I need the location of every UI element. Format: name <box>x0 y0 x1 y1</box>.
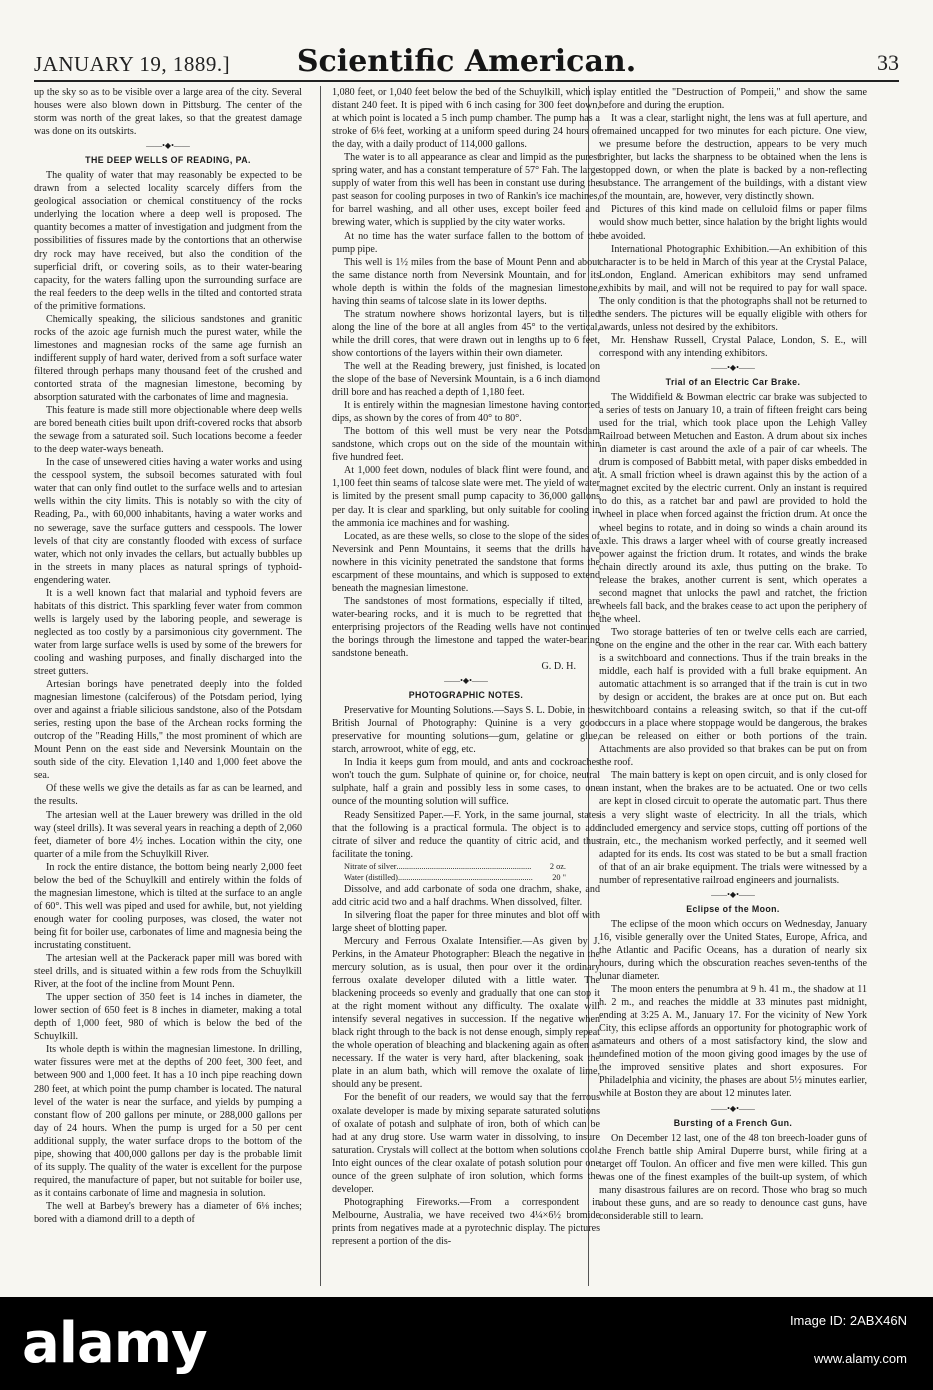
header-rule <box>34 80 899 82</box>
paragraph: Dissolve, and add carbonate of soda one drachm, shake, and add citric acid two and a half drachms. When dissolved, filter. <box>332 883 600 908</box>
paragraph: Two storage batteries of ten or twelve cells each are carried, one on the engine and the other in the rear car. With each battery is a switchboard and connections. Thus if the train breaks in the middle, each half is provided with a full brake equipment. An automatic attachment is so arranged that if the train is cut in two by design or accident, the brakes are at once put on. But each switchboard contains a releasing switch, so that if the cut-off occurs in a place where stoppage would be dangerous, the brakes can be released on either or both portions of the train. Attachments are also provided so that brakes can be put on from the roof. <box>599 626 867 769</box>
paragraph: Mercury and Ferrous Oxalate Intensifier.—As given by J. Perkins, in the Amateur Photographer: Bleach the negative in the mercury solution, as is usual, then pour over it the ordinary ferrous oxalate developer diluted with a little water. The blackening proceeds so evenly and gradually that one can stop it at the right moment without any difficulty. The oxalate will intensify several negatives in succession. If the negative when black right through to the back is not dense enough, simply repeat the whole operation of bleaching and blackening again as often as necessary. If the water is very hard, after blackening, soak the plate in an alum bath, which will remove the oxalate of lime, should any be present. <box>332 935 600 1091</box>
author-signature: G. D. H. <box>541 661 576 673</box>
paragraph: In rock the entire distance, the bottom being nearly 2,000 feet below the bed of the Schuylkill and entirely within the folds of the magnesian limestone, which is tilted at the surface to an angle of 60°. This well was piped and used for awhile, but, not yielding enough water for cooling purposes, was closed, the water not being fit for boiler use, carbonates of lime and magnesia being the incrustating constituent. <box>34 861 302 951</box>
paragraph: It is a well known fact that malarial and typhoid fevers are habitats of this district. This sparkling fever water from common wells is largely used by the laboring people, and sewerage is neglected as too costly by a parsimonious city government. The water from large surface wells is used by some of the brewers for cooling and washing purposes, and finally discharged into the street gutters. <box>34 587 302 678</box>
paragraph: up the sky so as to be visible over a large area of the city. Several houses were also blown down in Pittsburg. The center of the storm was north of the great lakes, so that the greatest damage was done on its outskirts. <box>34 87 302 138</box>
formula-ingredient: Nitrate of silver <box>344 861 397 871</box>
paragraph: The artesian well at the Lauer brewery was drilled in the old way (steel drills). It was several years in reaching a depth of 2,060 feet, diameter of bore 4½ inches. Location within the city, one quarter of a mile from the Schuylkill River. <box>34 809 302 860</box>
alamy-logo: alamy <box>22 1311 207 1376</box>
paragraph: It is entirely within the magnesian limestone having contorted dips, as shown by the cores of from 40° to 80°. <box>332 400 600 425</box>
paragraph: The stratum nowhere shows horizontal layers, but is tilted along the line of the bore at all angles from 45° to the vertical, while the drill cores, that were drawn out in lengths up to 6 feet, show contortions of the layers within their own diameter. <box>332 308 600 359</box>
paragraph: Photographing Fireworks.—From a correspondent in Melbourne, Australia, we have received two 4¼×6½ bromide prints from negatives made at a pyrotechnic display. The pictures represent a portion of the dis- <box>332 1196 600 1247</box>
masthead <box>34 44 899 80</box>
section-ornament: ——•◆•—— <box>711 1103 755 1113</box>
section-ornament: ——•◆•—— <box>711 889 755 899</box>
article-heading-electric-brake: Trial of an Electric Car Brake. <box>665 376 801 387</box>
paragraph: International Photographic Exhibition.—An exhibition of this character is to be held in March of this year at the Crystal Palace, London, England. American exhibitors may send unframed exhibits by mail, and will not be required to pay for wall space. The only condition is that the photographs shall not be returned to the senders. The pictures will be equally eligible with others for awards, unless not desired by the exhibitors. <box>599 243 867 333</box>
paragraph: This well is 1½ miles from the base of Mount Penn and about the same distance north from Neversink Mountain, and for its whole depth is within the folds of the magnesian limestone, having thin seams of talcose slate in its lower depths. <box>332 256 600 307</box>
column-divider <box>320 86 321 1286</box>
paragraph: Preservative for Mounting Solutions.—Says S. L. Dobie, in the British Journal of Photography: Quinine is a very good preservative for mounting solutions—gum, gelatine or glue, starch, arrowroot, white of egg, etc. <box>332 705 600 756</box>
site-url: www.alamy.com <box>814 1351 907 1366</box>
paragraph: 1,080 feet, or 1,040 feet below the bed of the Schuylkill, which is distant 240 feet. It is piped with 6 inch casing for 300 feet down, at which point is located a 5 inch pump chamber. The pump has a stroke of 6⅛ feet, working at a uniform speed during 24 hours of the day, with a daily product of 114,000 gallons. <box>332 87 600 151</box>
section-ornament: ——•◆•—— <box>444 676 488 686</box>
formula-row <box>344 861 600 872</box>
paragraph: Of these wells we give the details as far as can be learned, and the results. <box>34 783 302 808</box>
paragraph: play entitled the "Destruction of Pompeii," and show the same before and during the eruption. <box>599 87 867 112</box>
article-heading-eclipse: Eclipse of the Moon. <box>686 903 780 914</box>
watermark-bar <box>0 1297 933 1390</box>
column-2 <box>332 86 600 1286</box>
paragraph: At 1,000 feet down, nodules of black flint were found, and at 1,100 feet thin seams of talcose slate were met. The yield of water is limited by the present small pump capacity to 36,000 gallons per day. It is clear and sparkling, but only suitable for cooling in the ammonia ice machines and for washing. <box>332 465 600 529</box>
column-3 <box>599 86 867 1286</box>
leader-dots: ................................................................. <box>396 861 532 871</box>
paragraph: Located, as are these wells, so close to the slope of the sides of Neversink and Penn Mountains, it seems that the drills have nowhere in this vicinity penetrated the sandstone that forms the escarpment of these mountains, and which is supposed to extend beneath the magnesian limestone. <box>332 530 600 594</box>
paragraph: The bottom of this well must be very near the Potsdam sandstone, which crops out on the side of the mountain within five hundred feet. <box>332 426 600 464</box>
article-heading-photographic-notes: PHOTOGRAPHIC NOTES. <box>408 690 524 701</box>
formula-row <box>344 872 600 883</box>
paragraph: The upper section of 350 feet is 14 inches in diameter, the lower section of 650 feet is 8 inches in diameter, making a total depth of 1,000 feet, 980 of which is below the bed of the Schuylkill. <box>34 992 302 1043</box>
paragraph: The sandstones of most formations, especially if tilted, are water-bearing rocks, and it is much to be regretted that the enterprising projectors of the Reading wells have not continued the borings through the limestone and tapped the water-bearing sandstone beneath. <box>332 595 600 660</box>
paragraph: In silvering float the paper for three minutes and blot off with large sheet of blotting paper. <box>332 909 600 934</box>
image-id-label: Image ID: 2ABX46N <box>789 1313 907 1328</box>
formula-ingredient: Water (distilled) <box>344 872 398 882</box>
leader-dots: ................................................................. <box>397 872 533 882</box>
formula-quantity: 2 oz. <box>549 861 566 871</box>
paragraph: In India it keeps gum from mould, and ants and cockroaches won't touch the gum. Sulphate of quinine or, for choice, neutral sulphate, half a grain and possibly less in some cases, to one ounce of the mounting solution will suffice. <box>332 757 600 808</box>
paragraph: At no time has the water surface fallen to the bottom of the pump pipe. <box>332 230 600 255</box>
paragraph: The quality of water that may reasonably be expected to be drawn from a selected locality scarcely differs from the geological association or chemical constituency of the rocks underlying the location where a deep well is proposed. The quantity becomes a matter of investigation and judgment from the possibilities of fissures made by the contortions that an otherwise dry rock may have received, but also the condition of the superficial drift, or covering soils, as to their water-bearing capacity, for the waters falling upon the surrounding surface are the real feeders to the deep wells in the tilted and contorted strata of the primitive formations. <box>34 170 302 312</box>
paragraph: It was a clear, starlight night, the lens was at full aperture, and remained uncapped for two minutes for each picture. One view, we presume before the destruction, appears to be very much brighter, but lacks the sharpness to be obtained when the lens is stopped down, or when the plate is backed by a non-reflecting substance. The arrangement of the buildings, with a distant view of the mountain, are, however, very distinctly shown. <box>599 113 867 203</box>
article-heading-deep-wells: THE DEEP WELLS OF READING, PA. <box>85 155 251 166</box>
section-ornament: ——•◆•—— <box>711 362 755 372</box>
paragraph: The well at Barbey's brewery has a diameter of 6⅛ inches; bored with a diamond drill to a depth of <box>34 1200 302 1225</box>
paragraph: Chemically speaking, the silicious sandstones and granitic rocks of the azoic age furnish much the purest water, while the limestones and magnesian rocks of the same age furnish an indifferent supply of hard water, derived from a soft surface water filtered through perhaps many thousand feet of the crushed and contorted strata of the magnesian limestone, becoming by absorption saturated with the carbonates of lime and magnesia. <box>34 313 302 404</box>
paragraph: The eclipse of the moon which occurs on Wednesday, January 16, visible generally over the United States, Europe, Africa, and the Atlantic and Pacific Oceans, has a duration of nearly six hours, during which the obscuration reaches seven-tenths of the lunar diameter. <box>599 918 867 983</box>
paragraph: Pictures of this kind made on celluloid films or paper films would show much better, since halation by the bright lights would be avoided. <box>599 204 867 242</box>
formula-table <box>332 861 600 883</box>
paragraph: The moon enters the penumbra at 9 h. 41 m., the shadow at 11 h. 2 m., and reaches the middle at 33 minutes past midnight, ending at 3:25 A. M., January 17. For the vicinity of New York City, this eclipse affords an opportunity for photographic work of amateurs and others of a most satisfactory kind, the slow and undefined motion of the moon giving good images by the use of the improved sensitive plates and short exposures. For Philadelphia and vicinity, the phases are about 5½ minutes earlier, while at Boston they are about 12 minutes later. <box>599 984 867 1100</box>
paragraph: This feature is made still more objectionable where deep wells are bored beneath cities built upon drift-covered rocks that absorb the sewage from a saturated soil. Such locations become a feeder to the deep water-ways beneath. <box>34 405 302 456</box>
column-1 <box>34 86 302 1286</box>
publication-title: Scientific American. <box>296 44 637 79</box>
paragraph: The water is to all appearance as clear and limpid as the purest spring water, and has a constant temperature of 57° Fah. The large supply of water from this well has been in constant use during the past season for cooling purposes in two of Rankin's ice machines, for barrel washing, and all other uses, except boiler feed and brewing water, which is supplied by the city water works. <box>332 152 600 229</box>
paragraph: The Widdifield & Bowman electric car brake was subjected to a series of tests on January 10, a train of fifteen freight cars being used for the trial, which took place upon the Lehigh Valley Railroad between Metuchen and Easton. A drum about six inches in diameter is cast around the axle of a pair of car wheels. The drum is composed of Babbitt metal, with paper disks embedded in it. A small friction wheel is drawn against this by the action of a magnet excited by the electric current. Only an instant is required to do this, as a ratchet bar and pawl are provided to hold the wheel in place when forced against the friction drum. At once the wheel begins to rotate, and in doing so winds a chain around its axle. This draws a larger wheel with of course greatly increased power against the friction drum. It rotates, and winds the brake chain directly around its axle, thus putting on the brake. To release the brakes, another current is sent, which operates a second magnet that unlocks the pawl and ratchet, the friction wheels fall back, and the brakes cease to act upon the periphery of the wheel. <box>599 392 867 625</box>
issue-date: JANUARY 19, 1889.] <box>34 52 231 76</box>
paragraph: Ready Sensitized Paper.—F. York, in the same journal, states that the following is a practical formula. The object is to add citrate of silver and reduce the quantity of citric acid, and thus facilitate the toning. <box>332 809 600 860</box>
paragraph: Artesian borings have penetrated deeply into the folded magnesian limestone (calciferous) of the Potsdam period, lying over and against a friable silicious sandstone, also of the Potsdam series, resting upon the base of the Archean rocks forming the outcrop of the "Reading Hills," the most prominent of which are Mount Penn on the east side and Neversink Mountain on the south side of the city. Elevation 1,140 and 1,000 feet above the sea. <box>34 679 302 782</box>
paragraph: In the case of unsewered cities having a water works and using the cesspool system, the subsoil becomes saturated with foul water that can only find outlet to the surface wells and to artesian wells within the city limits. This is notably so with the city of Reading, Pa., with 60,000 inhabitants, having a water works and no sewerage, save the surface gutters and cesspools. The lower levels of that city are constantly flooded with excess of surface water, which not only invades the cellars, but actually bubbles up in the streets in many places as natural springs of typhoid-engendering water. <box>34 457 302 586</box>
page-number: 33 <box>877 50 899 75</box>
formula-quantity: 20 " <box>552 872 566 882</box>
paragraph: On December 12 last, one of the 48 ton breech-loader guns of the French battle ship Amiral Duperre burst, while firing at a target off Toulon. An officer and five men were killed. This gun was one of the finest examples of the built-up system, of which many disastrous failures are on record. Those who brag so much about these guns, and are so ready to denounce cast guns, have considerable still to learn. <box>599 1132 867 1222</box>
paragraph: Its whole depth is within the magnesian limestone. In drilling, water fissures were met at the depths of 200 feet, 300 feet, and between 900 and 1,000 feet. It has a 10 inch pipe reaching down 280 feet, at which point the pump chamber is located. The natural level of the water is near the surface, and yields by pumping a constant flow of 200 gallons per minute, or 288,000 gallons per day of 24 hours. When the pump is urged for a 50 per cent additional supply, the water surface drops to the bottom of the pipe, showing that 400,000 gallons per day is the probable limit of its supply. The quality of the water is excellent for the purpose required, the manufacture of paper, but not suitable for boiler use, as it contains carbonate of lime and magnesia in solution. <box>34 1044 302 1199</box>
paragraph: The well at the Reading brewery, just finished, is located on the slope of the base of Neversink Mountain, is a 6 inch diamond drill bore and has reached a depth of 1,180 feet. <box>332 360 600 399</box>
paragraph: For the benefit of our readers, we would say that the ferrous oxalate developer is made by mixing separate saturated solutions of oxalate of potash and sulphate of iron, both of which can be had at any drug store. Use warm water in dissolving, to insure saturation. Crystals will collect at the bottom when solutions cool. Into eight ounces of the clear oxalate of potash solution pour one ounce of the green sulphate of iron solution, which forms the developer. <box>332 1092 600 1195</box>
section-ornament: ——•◆•—— <box>146 141 190 151</box>
paragraph: The artesian well at the Packerack paper mill was bored with steel drills, and is situated within a few rods from the Schuylkill River, at the foot of the incline from Mount Penn. <box>34 953 302 991</box>
paragraph: Mr. Henshaw Russell, Crystal Palace, London, S. E., will correspond with any intending exhibitors. <box>599 334 867 359</box>
article-heading-french-gun: Bursting of a French Gun. <box>673 1117 793 1128</box>
paragraph: The main battery is kept on open circuit, and is only closed for an instant, when the brakes are to be actuated. One or two cells are kept in closed circuit to operate the automatic part. Thus there is a very slight waste of electricity. In all the trials, which included emergency and service stops, cutting off portions of the train, etc., the mechanism worked perfectly, and it seemed well adapted for its ends. Its cost was stated to be but a small fraction of that of an air brake equipment. The trials were witnessed by a number of representative railroad engineers and journalists. <box>599 770 867 886</box>
